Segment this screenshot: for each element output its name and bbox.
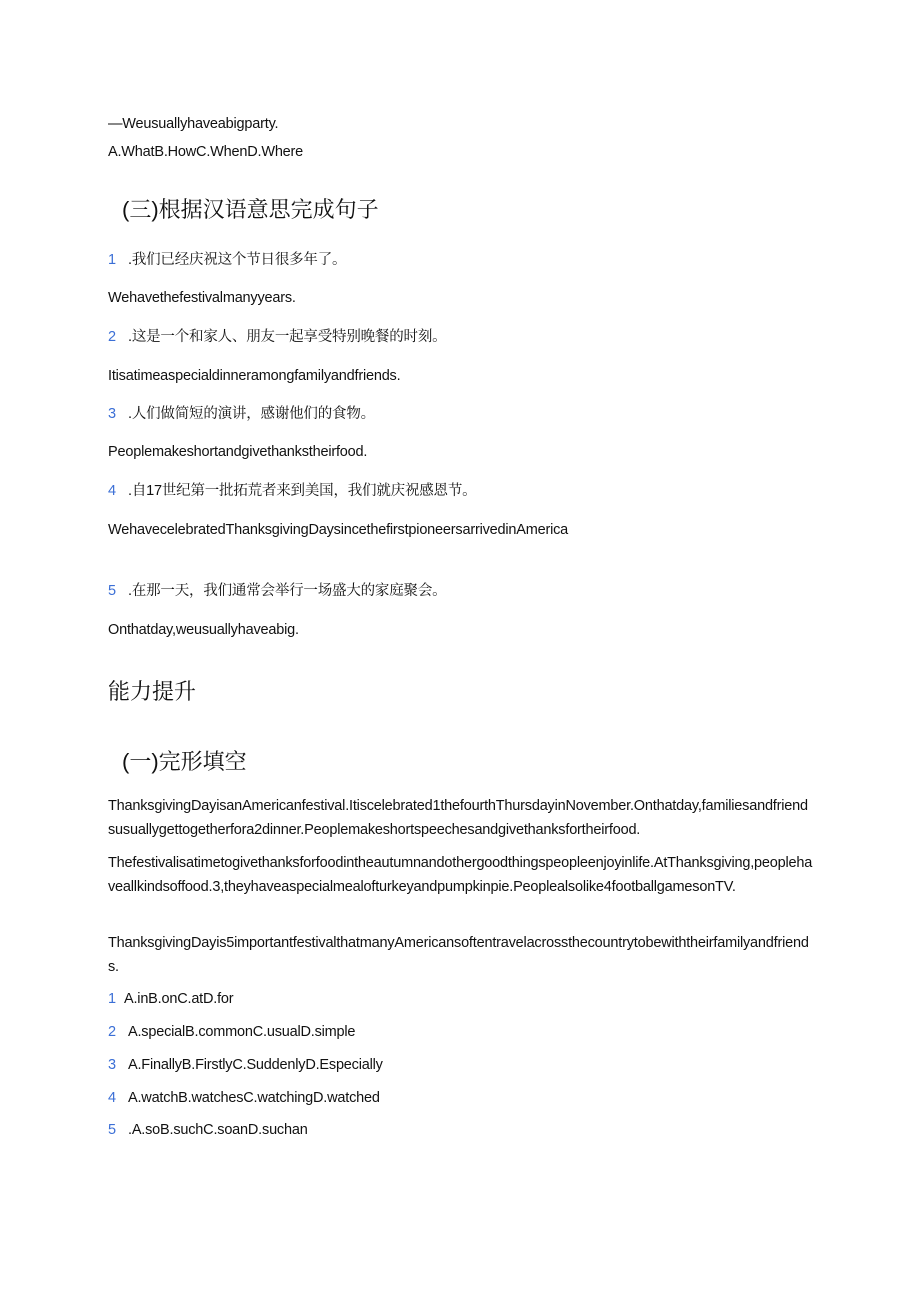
question-item-4 — [108, 479, 813, 503]
item-number: 3 — [108, 406, 116, 422]
section-heading-cloze: (一)完形填空 — [122, 749, 247, 774]
answer-sentence-1: Wehavethefestivalmanyyears. — [108, 290, 296, 306]
cloze-paragraph-1: ThanksgivingDayisanAmericanfestival.Itiscelebrated1thefourthThursdayinNovember.Onthatday,familiesandfriendsusuallygettogetherfora2dinner.Peoplemakeshortspeechesandgivethanksfortheirfood. — [108, 798, 808, 838]
option-text: A.FinallyB.FirstlyC.SuddenlyD.Especially — [128, 1057, 383, 1073]
item-number: 5 — [108, 583, 116, 599]
option-text: .A.soB.suchC.soanD.suchan — [128, 1122, 308, 1138]
section-heading-ability: 能力提升 — [108, 679, 197, 704]
cloze-paragraph-2: Thefestivalisatimetogivethanksforfoodintheautumnandothergoodthingspeopleenjoyinlife.AtThanksgiving,peoplehaveallkindsoffood.3,theyhaveaspecialmealofturkeyandpumpkinpie.Peoplealsolike4footballgamesonTV. — [108, 855, 813, 895]
question-item-5 — [108, 579, 813, 603]
answer-line: —Weusuallyhaveabigparty. — [108, 116, 279, 132]
item-number: 2 — [108, 329, 116, 345]
answer-sentence-2: Itisatimeaspecialdinneramongfamilyandfriends. — [108, 368, 401, 384]
item-number: 2 — [108, 1024, 116, 1040]
section-heading-translation: (三)根据汉语意思完成句子 — [122, 197, 379, 222]
question-item-3 — [108, 402, 813, 426]
option-text: A.specialB.commonC.usualD.simple — [128, 1024, 356, 1040]
answer-sentence-3: Peoplemakeshortandgivethankstheirfood. — [108, 444, 368, 460]
item-number: 4 — [108, 483, 116, 499]
question-prompt: .我们已经庆祝这个节日很多年了。 — [128, 252, 347, 268]
question-prompt: .在那一天，我们通常会举行一场盛大的家庭聚会。 — [128, 583, 447, 599]
cloze-paragraph-3: ThanksgivingDayis5importantfestivalthatmanyAmericansoftentravelacrossthecountrytobewiththeirfamilyandfriends. — [108, 935, 809, 975]
item-number: 3 — [108, 1057, 116, 1073]
cloze-option-2 — [108, 1020, 813, 1044]
question-prompt: .自17世纪第一批拓荒者来到美国，我们就庆祝感恩节。 — [128, 483, 477, 499]
question-item-1 — [108, 248, 813, 272]
option-text: A.watchB.watchesC.watchingD.watched — [128, 1090, 380, 1106]
item-number: 4 — [108, 1090, 116, 1106]
option-text: A.inB.onC.atD.for — [124, 991, 234, 1007]
item-number: 1 — [108, 991, 116, 1007]
options-line: A.WhatB.HowC.WhenD.Where — [108, 144, 304, 160]
cloze-option-3 — [108, 1053, 813, 1077]
cloze-option-4 — [108, 1086, 813, 1110]
cloze-option-5 — [108, 1118, 813, 1142]
question-item-2 — [108, 325, 813, 349]
item-number: 1 — [108, 252, 116, 268]
cloze-option-1 — [108, 987, 813, 1011]
question-prompt: .这是一个和家人、朋友一起享受特别晚餐的时刻。 — [128, 329, 447, 345]
question-prompt: .人们做简短的演讲，感谢他们的食物。 — [128, 406, 375, 422]
item-number: 5 — [108, 1122, 116, 1138]
answer-sentence-4: WehavecelebratedThanksgivingDaysincethefirstpioneersarrivedinAmerica — [108, 522, 569, 538]
answer-sentence-5: Onthatday,weusuallyhaveabig. — [108, 622, 299, 638]
